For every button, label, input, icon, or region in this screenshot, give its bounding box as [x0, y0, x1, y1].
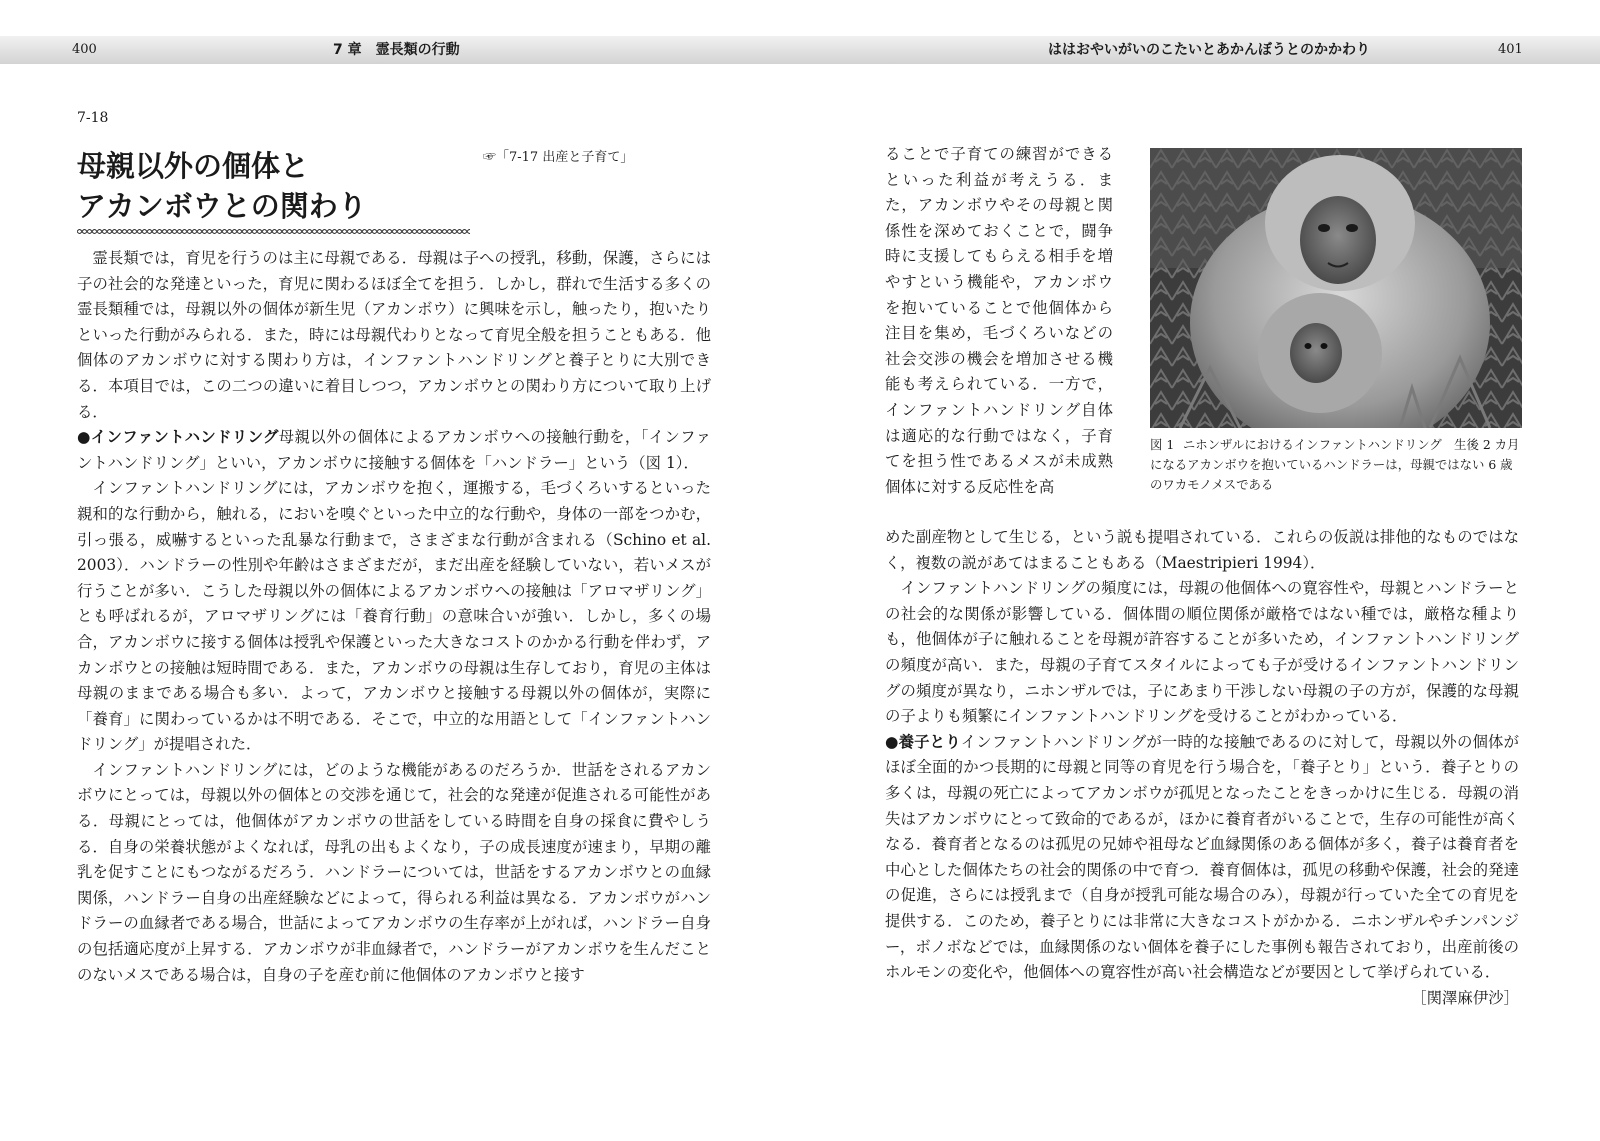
left-running-title: 7 章 霊長類の行動: [333, 42, 460, 58]
left-page-number: 400: [72, 42, 97, 57]
right-column-body: [885, 525, 1519, 1011]
section-heading-adoption: ●養子とり: [885, 732, 961, 751]
title-ornament-rule: [77, 227, 470, 236]
figure-1-caption: [1150, 435, 1522, 495]
right-column-narrow-text: ることで子育ての練習ができるといった利益が考えうる．また，アカンボウやその母親と関係性を深めておくことで，闘争時に支援してもらえる相手を増やすという機能や，アカンボウを抱いていることで他個体から注目を集め，毛づくろいなどの社会交渉の機会を増加させる機能も考えられている．一方で，インファントハンドリング自体は適応的な行動ではなく，子育てを担う性であるメスが未成熟個体に対する反応性を高: [885, 145, 1113, 496]
right-running-title: ははおやいがいのこたいとあかんぼうとのかかわり: [1048, 42, 1370, 58]
handling-definition: 母親以外の個体によるアカンボウへの接触行動を，「インファントハンドリング」といい，アカンボウに接触する個体を「ハンドラー」という（図 1）．: [77, 428, 711, 472]
handling-frequency-paragraph: インファントハンドリングの頻度には，母親の他個体への寛容性や，母親とハンドラーとの社会的な関係が影響している．個体間の順位関係が厳格ではない種では，厳格な種よりも，他個体が子に触れることを母親が許容することが多いため，インファントハンドリングの頻度が高い．また，母親の子育てスタイルによっても子が受けるインファントハンドリングの頻度が異なり，ニホンザルでは，子にあまり干渉しない母親の子の方が，保護的な母親の子よりも頻繁にインファントハンドリングを受けることがわかっている．: [885, 579, 1519, 726]
running-header-bar: [0, 36, 1600, 64]
adoption-text: インファントハンドリングが一時的な接触であるのに対して，母親以外の個体がほぼ全面的かつ長期的に母親と同等の育児を行う場合を，「養子とり」という．養子とりの多くは，母親の死亡によってアカンボウが孤児となったことをきっかけに生じる．母親の消失はアカンボウにとって致命的であるが，ほかに養育者がいることで，生存の可能性が高くなる．養育者となるのは孤児の兄姉や祖母など血縁関係のある個体が多く，養子は養育者を中心とした個体たちの社会的関係の中で育つ．養育個体は，孤児の移動や保護，社会的発達の促進，さらには授乳まで（自身が授乳可能な場合のみ），母親が行っていた全ての育児を提供する．このため，養子とりには非常に大きなコストがかかる．ニホンザルやチンパンジー，ボノボなどでは，血縁関係のない個体を養子にした事例も報告されており，出産前後のホルモンの変化や，他個体への寛容性が高い社会構造などが要因として挙げられている．: [885, 732, 1519, 982]
macaque-photo-image: [1150, 148, 1522, 428]
left-column-body: [77, 246, 711, 988]
hypotheses-paragraph-end: めた副産物として生じる，という説も提唱されている．これらの仮説は排他的なものではなく，複数の説があてはまることもある（Maestripieri 1994）．: [885, 528, 1519, 572]
author-signature: ［関澤麻伊沙］: [1411, 988, 1519, 1007]
cross-reference: ☞「7-17 出産と子育て」: [483, 150, 634, 165]
adoption-paragraph: [885, 730, 1519, 986]
handling-paragraph: [77, 425, 711, 476]
section-heading-infant-handling: ●インファントハンドリング: [77, 428, 279, 447]
figure-caption-text: ニホンザルにおけるインファントハンドリング 生後 2 カ月になるアカンボウを抱いているハンドラーは，母親ではない 6 歳のワカモノメスである: [1150, 437, 1520, 492]
figure-1-photo: [1150, 148, 1522, 428]
intro-paragraph: 霊長類では，育児を行うのは主に母親である．母親は子への授乳，移動，保護，さらには子の社会的な発達といった，育児に関わるほぼ全てを担う．しかし，群れで生活する多くの霊長類種では，母親以外の個体が新生児（アカンボウ）に興味を示し，触ったり，抱いたりといった行動がみられる．また，時には母親代わりとなって育児全般を担うこともある．他個体のアカンボウに対する関わり方は，インファントハンドリングと養子とりに大別できる．本項目では，この二つの違いに着目しつつ，アカンボウとの関わり方について取り上げる．: [77, 249, 711, 421]
section-number: 7-18: [77, 110, 109, 126]
article-title: [77, 146, 477, 226]
title-line-1: 母親以外の個体と: [77, 149, 310, 183]
right-page-number: 401: [1498, 42, 1523, 57]
figure-label: 図 1: [1150, 437, 1175, 452]
handling-functions-paragraph: インファントハンドリングには，どのような機能があるのだろうか．世話をされるアカンボウにとっては，母親以外の個体との交渉を通じて，社会的な発達が促進される可能性がある．母親にとっては，他個体がアカンボウの世話をしている時間を自身の採食に費やしうる．自身の栄養状態がよくなれば，母乳の出もよくなり，子の成長速度が速まり，早期の離乳を促すことにもつながるだろう．ハンドラーについては，世話をするアカンボウとの血縁関係，ハンドラー自身の出産経験などによって，得られる利益は異なる．アカンボウがハンドラーの血縁者である場合，世話によってアカンボウの生存率が上がれば，ハンドラー自身の包括適応度が上昇する．アカンボウが非血縁者で，ハンドラーがアカンボウを生んだことのないメスである場合は，自身の子を産む前に他個体のアカンボウと接す: [77, 760, 711, 984]
title-line-2: アカンボウとの関わり: [77, 189, 367, 223]
handling-behaviors-paragraph: インファントハンドリングには，アカンボウを抱く，運搬する，毛づくろいするといった親和的な行動から，触れる，においを嗅ぐといった中立的な行動や，身体の一部をつかむ，引っ張る，威嚇するといった乱暴な行動まで，さまざまな行動が含まれる（Schino et al. 2003）．ハンドラーの性別や年齢はさまざまだが，まだ出産を経験していない，若いメスが行うことが多い．こうした母親以外の個体によるアカンボウへの接触は「アロマザリング」とも呼ばれるが，アロマザリングには「養育行動」の意味合いが強い．しかし，多くの場合，アカンボウに接する個体は授乳や保護といった大きなコストのかかる行動を伴わず，アカンボウとの接触は短時間である．また，アカンボウの母親は生存しており，育児の主体は母親のままである場合も多い．よって，アカンボウと接触する母親以外の個体が，実際に「養育」に関わっているかは不明である．そこで，中立的な用語として「インファントハンドリング」が提唱された．: [77, 479, 711, 754]
